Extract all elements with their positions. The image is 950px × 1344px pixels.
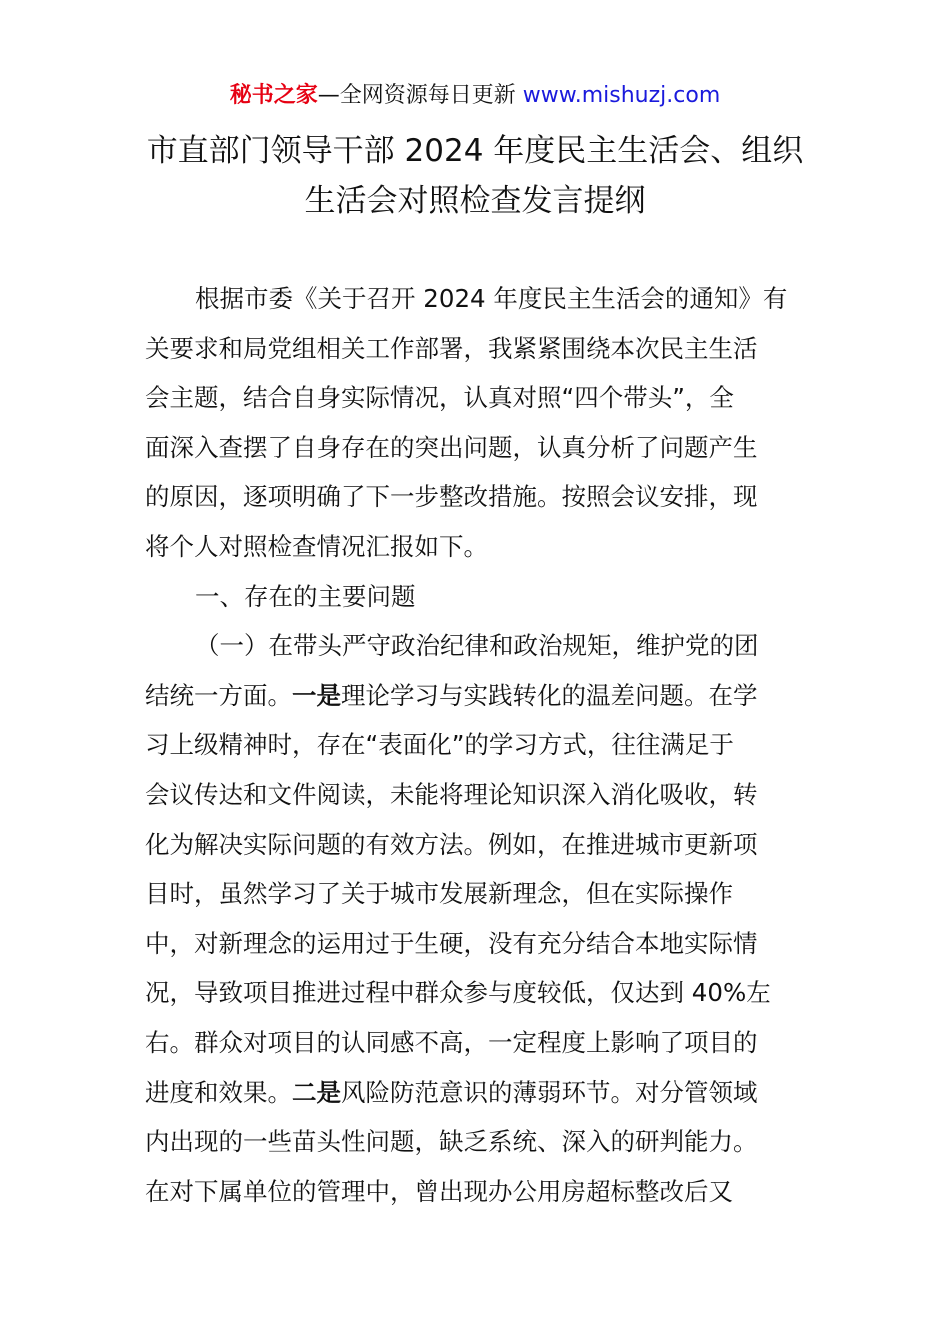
point-text: 风险防范意识的薄弱环节。对分管领域: [341, 1077, 758, 1107]
paragraph-line: 化为解决实际问题的有效方法。例如，在推进城市更新项: [145, 829, 758, 859]
paragraph-line: 目时，虽然学习了关于城市发展新理念，但在实际操作: [145, 879, 733, 909]
document-title: [80, 126, 870, 226]
document-body: [145, 274, 810, 1216]
point-text: 理论学习与实践转化的温差问题。在学: [341, 680, 758, 710]
paragraph-line: 会主题，结合自身实际情况，认真对照“四个带头”，全: [145, 383, 734, 413]
title-line-2: 生活会对照检查发言提纲: [304, 183, 646, 219]
paragraph-line: 况，导致项目推进过程中群众参与度较低，仅达到 40%左: [145, 978, 771, 1008]
paragraph-line: 内出现的一些苗头性问题，缺乏系统、深入的研判能力。: [145, 1127, 758, 1157]
subsection-heading-tail: 结统一方面。: [145, 680, 292, 710]
watermark-header: [0, 80, 950, 112]
section-heading: 一、存在的主要问题: [195, 581, 416, 611]
paragraph-line: 右。群众对项目的认同感不高，一定程度上影响了项目的: [145, 1027, 758, 1057]
paragraph-line: 根据市委《关于召开 2024 年度民主生活会的通知》有: [195, 284, 788, 313]
point-marker-2: 二是: [292, 1077, 341, 1107]
brand-name: 秘书之家: [229, 83, 318, 108]
paragraph-line: 面深入查摆了自身存在的突出问题，认真分析了问题产生: [145, 432, 758, 462]
paragraph-line: 中，对新理念的运用过于生硬，没有充分结合本地实际情: [145, 928, 758, 958]
point-text: 进度和效果。: [145, 1077, 292, 1107]
paragraph-line: 习上级精神时，存在“表面化”的学习方式，往往满足于: [145, 730, 734, 760]
point-marker-1: 一是: [292, 680, 341, 710]
paragraph-line: 在对下属单位的管理中，曾出现办公用房超标整改后又: [145, 1176, 733, 1206]
title-line-1: 市直部门领导干部 2024 年度民主生活会、组织: [146, 133, 804, 169]
brand-tagline: —全网资源每日更新: [317, 83, 523, 108]
paragraph-line: 的原因，逐项明确了下一步整改措施。按照会议安排，现: [145, 482, 758, 512]
brand-website: www.mishuzj.com: [522, 83, 721, 108]
paragraph-line: [145, 1068, 810, 1118]
paragraph-line: （一）在带头严守政治纪律和政治规矩，维护党的团: [195, 631, 759, 661]
paragraph-line: 将个人对照检查情况汇报如下。: [145, 531, 488, 561]
paragraph-line: 关要求和局党组相关工作部署，我紧紧围绕本次民主生活: [145, 333, 758, 363]
paragraph-line: [145, 671, 810, 721]
paragraph-line: 会议传达和文件阅读，未能将理论知识深入消化吸收，转: [145, 779, 758, 809]
